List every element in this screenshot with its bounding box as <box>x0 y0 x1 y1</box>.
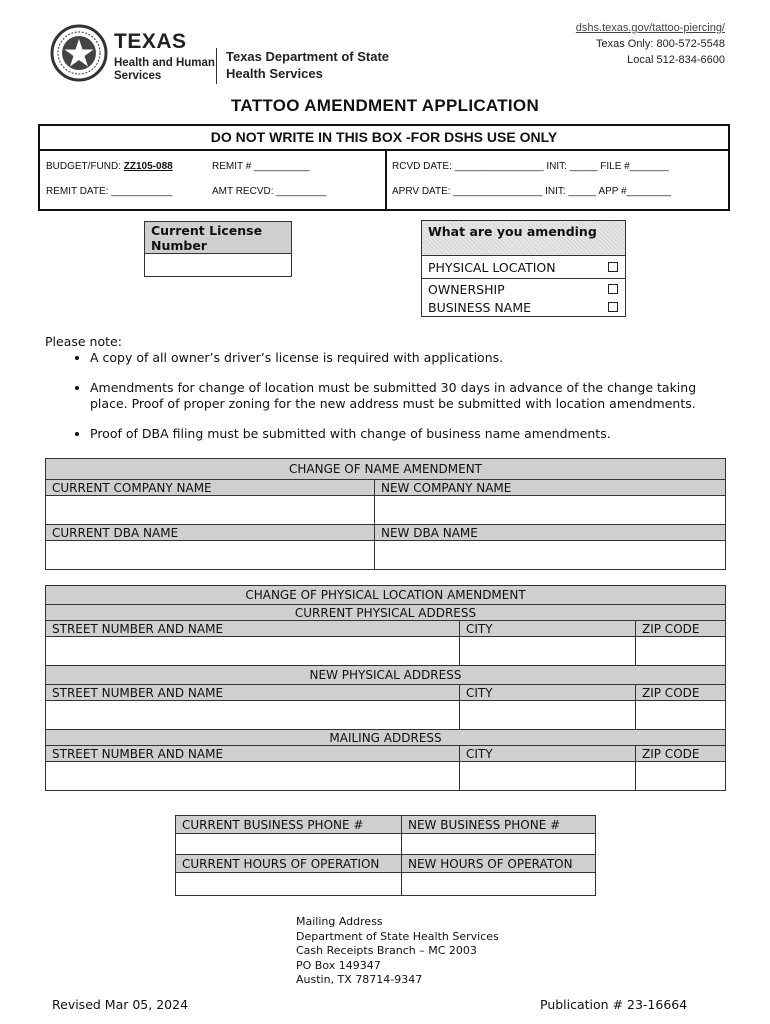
budget-fund-field <box>46 161 173 172</box>
current-company-label: CURRENT COMPANY NAME <box>46 480 375 496</box>
location-amendment-table <box>45 585 726 791</box>
current-zip-label: ZIP CODE <box>636 621 726 637</box>
mailing-city-input[interactable] <box>460 762 636 791</box>
option-ownership: OWNERSHIP <box>422 279 602 299</box>
new-phone-label: NEW BUSINESS PHONE # <box>402 816 596 834</box>
notes-heading: Please note: <box>45 334 122 349</box>
mailing-zip-input[interactable] <box>636 762 726 791</box>
texas-seal-icon <box>50 24 108 82</box>
phone-local: Local 512-834-6600 <box>627 54 725 66</box>
current-phone-label: CURRENT BUSINESS PHONE # <box>176 816 402 834</box>
option-business-name: BUSINESS NAME <box>422 298 602 317</box>
mailing-city-label: CITY <box>460 746 636 762</box>
revised-date: Revised Mar 05, 2024 <box>52 997 189 1012</box>
current-city-label: CITY <box>460 621 636 637</box>
page-title: TATTOO AMENDMENT APPLICATION <box>230 96 540 115</box>
dshs-box-divider <box>385 149 387 211</box>
mailing-street-input[interactable] <box>46 762 460 791</box>
new-phone-input[interactable] <box>402 834 596 855</box>
hhs-logo <box>50 24 430 86</box>
new-city-input[interactable] <box>460 701 636 730</box>
remit-number-field: REMIT # __________ <box>212 161 310 172</box>
remit-date-field: REMIT DATE: ___________ <box>46 186 173 197</box>
new-address-heading: NEW PHYSICAL ADDRESS <box>46 666 726 685</box>
budget-fund-value: ZZ105-088 <box>123 161 173 172</box>
mailing-line: Mailing Address <box>296 915 383 928</box>
dshs-box-heading: DO NOT WRITE IN THIS BOX -FOR DSHS USE ONLY <box>40 126 728 151</box>
new-dba-input[interactable] <box>375 541 726 570</box>
note-item: • Amendments for change of location must be submitted 30 days in advance of the change taking place. Proof of proper zoning for the new address must be submitted with location amendments. <box>90 380 735 412</box>
phone-hours-table <box>175 815 596 896</box>
website-link[interactable]: dshs.texas.gov/tattoo-piercing/ <box>575 22 725 34</box>
contact-block <box>576 20 725 68</box>
notes-list <box>45 350 735 442</box>
mailing-line: Austin, TX 78714-9347 <box>296 973 423 986</box>
dept-line2: Health Services <box>226 66 323 81</box>
new-hours-input[interactable] <box>402 873 596 896</box>
current-license-input[interactable] <box>145 254 292 277</box>
name-amendment-table <box>45 458 726 570</box>
current-street-label: STREET NUMBER AND NAME <box>46 621 460 637</box>
current-street-input[interactable] <box>46 637 460 666</box>
current-license-table <box>144 221 292 277</box>
checkbox-icon <box>608 262 618 272</box>
current-zip-input[interactable] <box>636 637 726 666</box>
current-address-heading: CURRENT PHYSICAL ADDRESS <box>46 605 726 621</box>
current-hours-label: CURRENT HOURS OF OPERATION <box>176 855 402 873</box>
current-dba-label: CURRENT DBA NAME <box>46 525 375 541</box>
new-city-label: CITY <box>460 685 636 701</box>
name-amendment-title: CHANGE OF NAME AMENDMENT <box>46 459 726 480</box>
new-street-label: STREET NUMBER AND NAME <box>46 685 460 701</box>
new-company-label: NEW COMPANY NAME <box>375 480 726 496</box>
mailing-line: Department of State Health Services <box>296 929 499 943</box>
amending-table <box>421 220 626 317</box>
current-phone-input[interactable] <box>176 834 402 855</box>
new-zip-input[interactable] <box>636 701 726 730</box>
checkbox-icon <box>608 302 618 312</box>
dept-line1: Texas Department of State <box>226 49 390 64</box>
rcvd-date-field: RCVD DATE: ________________ INIT: _____ FILE #_______ <box>392 161 669 172</box>
current-hours-input[interactable] <box>176 873 402 896</box>
logo-hhs-line2: Services <box>114 70 162 82</box>
dshs-use-only-box <box>38 124 730 211</box>
mailing-address-block <box>296 915 499 988</box>
location-amendment-title: CHANGE OF PHYSICAL LOCATION AMENDMENT <box>46 586 726 605</box>
aprv-date-field: APRV DATE: ________________ INIT: _____ APP #________ <box>392 186 672 197</box>
current-city-input[interactable] <box>460 637 636 666</box>
current-license-label: Current License Number <box>145 222 292 254</box>
current-dba-input[interactable] <box>46 541 375 570</box>
logo-divider <box>216 48 217 84</box>
phone-texas: Texas Only: 800-572-5548 <box>595 38 725 50</box>
current-company-input[interactable] <box>46 496 375 525</box>
new-street-input[interactable] <box>46 701 460 730</box>
checkbox-ownership[interactable] <box>601 279 626 299</box>
amending-heading: What are you amending <box>422 221 626 256</box>
logo-hhs-line1: Health and Human <box>114 57 215 69</box>
note-item: • A copy of all owner’s driver’s license is required with applications. <box>90 350 735 366</box>
notes-section <box>45 334 735 456</box>
checkbox-business-name[interactable] <box>601 298 626 317</box>
new-company-input[interactable] <box>375 496 726 525</box>
mailing-line: PO Box 149347 <box>296 958 381 972</box>
amt-recvd-field: AMT RECVD: _________ <box>212 186 327 197</box>
option-physical-location: PHYSICAL LOCATION <box>422 256 602 279</box>
budget-fund-label: BUDGET/FUND: <box>46 161 124 172</box>
mailing-line: Cash Receipts Branch – MC 2003 <box>296 944 477 957</box>
new-hours-label: NEW HOURS OF OPERATON <box>402 855 596 873</box>
new-zip-label: ZIP CODE <box>636 685 726 701</box>
logo-texas-text: TEXAS <box>114 30 187 53</box>
mailing-address-heading: MAILING ADDRESS <box>46 730 726 746</box>
checkbox-physical-location[interactable] <box>601 256 626 279</box>
note-item: • Proof of DBA filing must be submitted with change of business name amendments. <box>90 426 735 442</box>
mailing-zip-label: ZIP CODE <box>636 746 726 762</box>
checkbox-icon <box>608 284 618 294</box>
mailing-street-label: STREET NUMBER AND NAME <box>46 746 460 762</box>
new-dba-label: NEW DBA NAME <box>375 525 726 541</box>
publication-number: Publication # 23-16664 <box>540 997 688 1012</box>
